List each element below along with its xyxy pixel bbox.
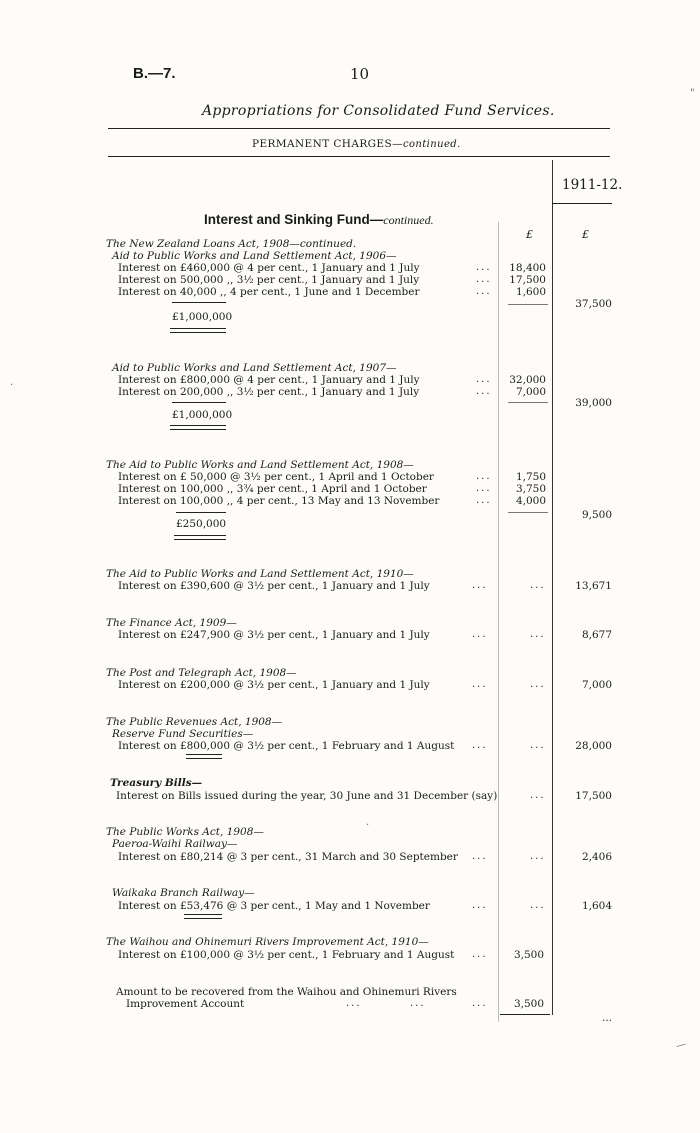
line-text: Improvement Account [126,998,245,1010]
year-value: 1,604 [581,900,612,912]
page-reference: B.—7. [133,65,176,82]
leader-dots: ... [530,790,546,801]
amount-value: 18,400 [509,262,546,274]
leader-dots: ... [472,629,488,640]
page-title: Appropriations for Consolidated Fund Services. [202,103,555,119]
subtitle: PERMANENT CHARGES—continued. [252,138,461,150]
amount-value: 1,750 [515,471,546,483]
margin-dash: — [674,1038,688,1053]
leader-dots: ... [530,580,546,591]
line-text: Interest on 100,000 ,, 4 per cent., 13 May and 13 November [118,495,440,507]
double-rule [170,425,226,430]
leader-dots: ... [346,998,362,1009]
line-text: Interest on £80,214 @ 3 per cent., 31 March and 30 September [118,851,458,863]
act-1906-sub: Aid to Public Works and Land Settlement Act, 1906— [112,250,397,262]
margin-mark: " [690,88,695,99]
year-value: 13,671 [575,580,612,592]
treasury-bills: Treasury Bills— [110,777,203,789]
year-value: ... [601,1012,612,1024]
amount-value: 3,500 [513,949,544,961]
leader-dots: ... [472,949,488,960]
waikaka-railway: Waikaka Branch Railway— [112,887,255,899]
total-rule [176,512,226,513]
total-rule [172,402,226,403]
leader-dots: ... [472,580,488,591]
leader-dots: ... [472,851,488,862]
year-value: 8,677 [581,629,612,641]
leader-dots: ... [530,740,546,751]
pound-sign-year: £ [582,228,589,241]
leader-dots: ... [530,629,546,640]
loan-total: £1,000,000 [172,311,233,323]
line-text: Amount to be recovered from the Waihou and Ohinemuri Rivers [116,986,457,998]
leader-dots: ... [530,679,546,690]
loan-total: £1,000,000 [172,409,233,421]
line-text: Interest on Bills issued during the year, 30 June and 31 December (say) [116,790,498,802]
rule-top [108,128,610,129]
leader-dots: ... [476,483,492,494]
year-value: 37,500 [575,298,612,310]
act-public-revenues: The Public Revenues Act, 1908— [106,716,283,728]
line-text: Interest on £800,000 @ 3½ per cent., 1 February and 1 August [118,740,455,752]
amount-value: 17,500 [509,274,546,286]
double-rule [184,914,222,919]
amount-value: 4,000 [515,495,546,507]
leader-dots: ... [472,998,488,1009]
year-header: 1911-12. [562,177,623,193]
line-text: Interest on 500,000 ,, 3½ per cent., 1 January and 1 July [118,274,420,286]
act-post-telegraph: The Post and Telegraph Act, 1908— [106,667,297,679]
leader-dots: ... [476,471,492,482]
leader-dots: ... [472,679,488,690]
act-finance: The Finance Act, 1909— [106,617,237,629]
year-value: 7,000 [581,679,612,691]
leader-dots: ... [476,495,492,506]
double-rule [186,754,222,759]
pound-sign-amount: £ [526,228,533,241]
leader-dots: ... [530,851,546,862]
column-rule-amount [498,222,499,1022]
leader-dots: ... [476,262,492,273]
amount-value: 3,750 [515,483,546,495]
act-1908: The Aid to Public Works and Land Settlement Act, 1908— [106,459,414,471]
year-value: 39,000 [575,397,612,409]
leader-dots: ... [476,374,492,385]
page-number: 10 [350,65,370,83]
sum-rule [508,402,548,403]
leader-dots: ... [472,740,488,751]
year-value: 2,406 [581,851,612,863]
leader-dots: ... [530,900,546,911]
line-text: Interest on 40,000 ,, 4 per cent., 1 June and 1 December [118,286,420,298]
line-text: Interest on 200,000 ,, 3½ per cent., 1 January and 1 July [118,386,420,398]
sum-rule [500,1014,550,1015]
margin-dot: · [10,380,14,391]
double-rule [170,328,226,333]
act-waihou: The Waihou and Ohinemuri Rivers Improvement Act, 1910— [106,936,429,948]
amount-value: 7,000 [515,386,546,398]
leader-dots: ... [476,286,492,297]
line-text: Interest on £ 50,000 @ 3½ per cent., 1 April and 1 October [118,471,434,483]
loan-total: £250,000 [176,518,227,530]
year-value: 17,500 [575,790,612,802]
leader-dots: ... [476,274,492,285]
leader-dots: ... [476,386,492,397]
year-value: 9,500 [581,509,612,521]
line-text: Interest on £460,000 @ 4 per cent., 1 January and 1 July [118,262,420,274]
act-1910-aid: The Aid to Public Works and Land Settlement Act, 1910— [106,568,414,580]
sum-rule [508,304,548,305]
total-rule [172,302,226,303]
act-1907: Aid to Public Works and Land Settlement Act, 1907— [112,362,397,374]
amount-value: 1,600 [515,286,546,298]
line-text: Interest on £100,000 @ 3½ per cent., 1 February and 1 August [118,949,455,961]
line-text: Interest on £247,900 @ 3½ per cent., 1 January and 1 July [118,629,430,641]
act-1906: The New Zealand Loans Act, 1908—continued. [106,238,357,250]
sum-rule [508,512,548,513]
line-text: Interest on 100,000 ,, 3¾ per cent., 1 April and 1 October [118,483,427,495]
amount-value: 3,500 [513,998,544,1010]
rule-sub [108,156,610,157]
act-public-works-sub: Paeroa-Waihi Railway— [112,838,238,850]
amount-value: 32,000 [509,374,546,386]
line-text: Interest on £53,476 @ 3 per cent., 1 May and 1 November [118,900,430,912]
section-title: Interest and Sinking Fund—continued. [204,212,434,227]
line-text: Interest on £200,000 @ 3½ per cent., 1 January and 1 July [118,679,430,691]
year-header-rule [552,203,612,204]
leader-dots: ... [410,998,426,1009]
line-text: Interest on £390,600 @ 3½ per cent., 1 January and 1 July [118,580,430,592]
line-text: Interest on £800,000 @ 4 per cent., 1 January and 1 July [118,374,420,386]
act-public-revenues-sub: Reserve Fund Securities— [112,728,254,740]
stray-mark: · [366,820,370,831]
act-public-works: The Public Works Act, 1908— [106,826,264,838]
double-rule [174,535,226,540]
year-value: 28,000 [575,740,612,752]
leader-dots: ... [472,900,488,911]
